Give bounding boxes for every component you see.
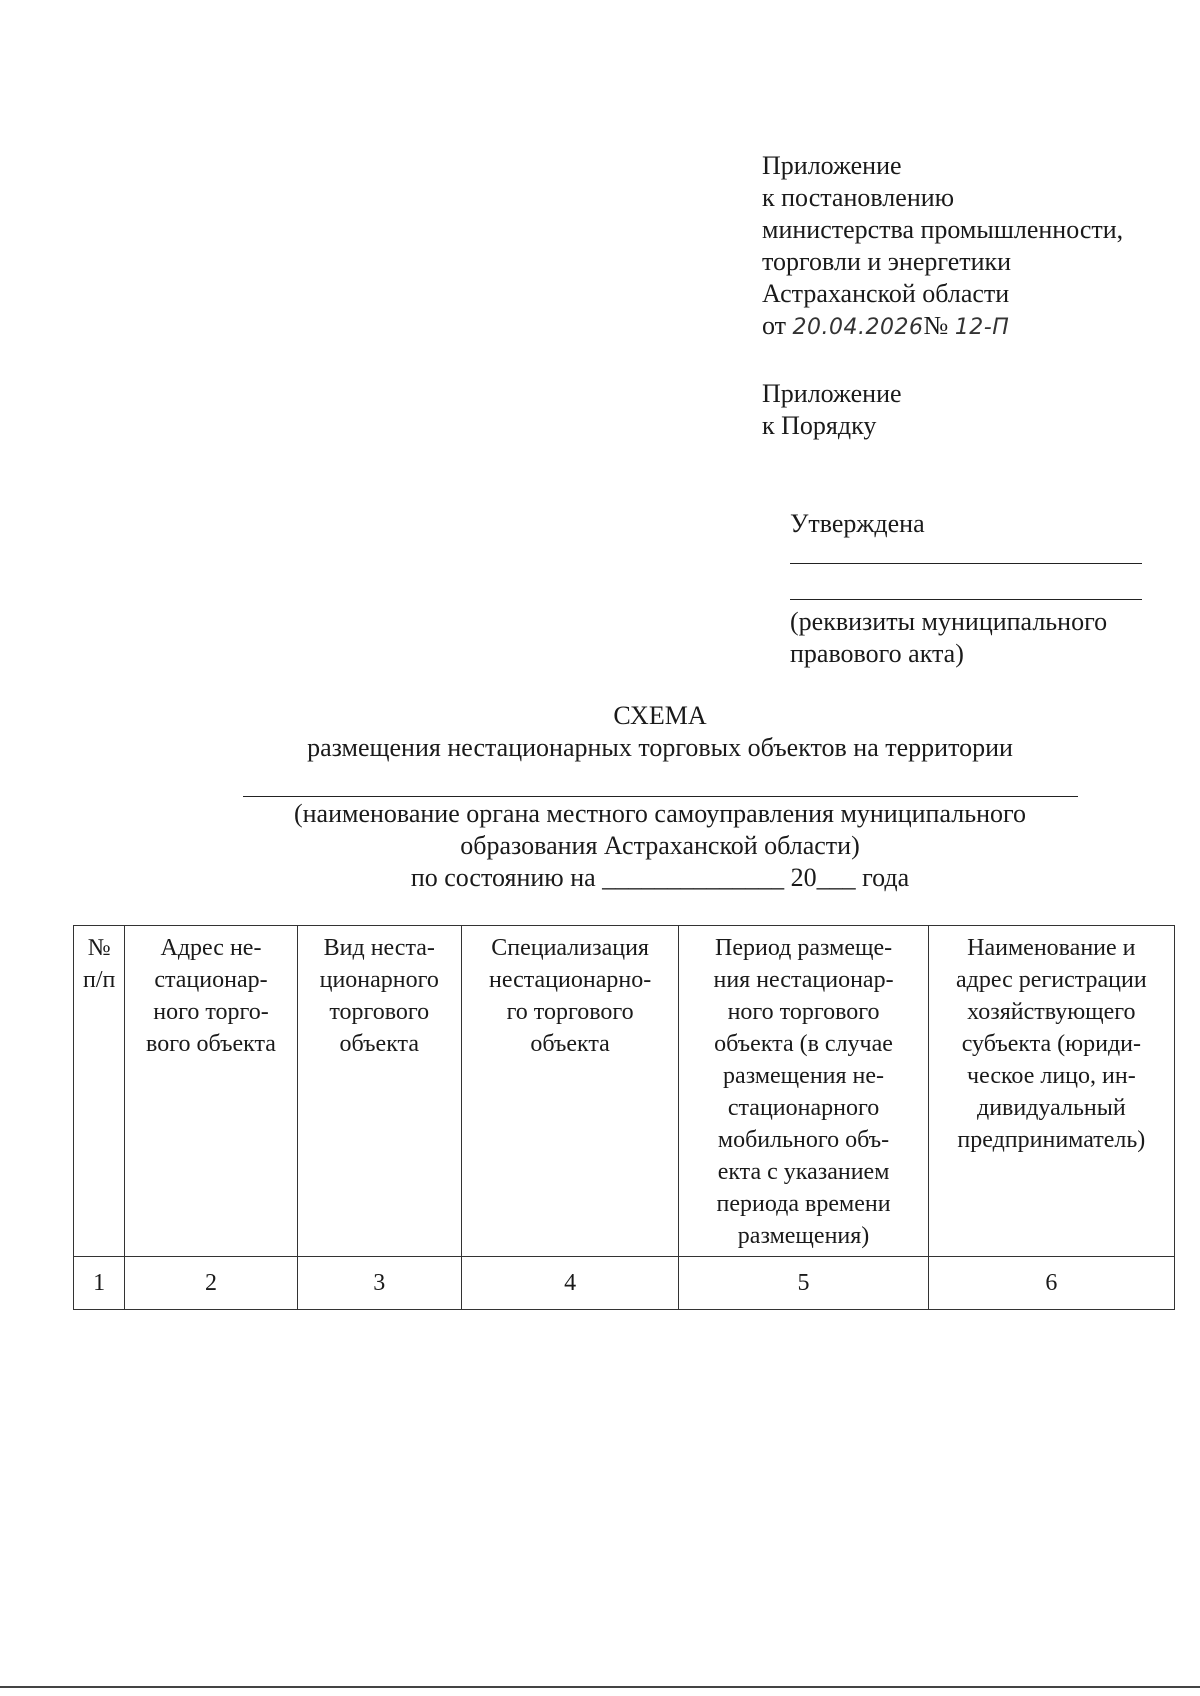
header-text: субъекта (юриди-	[961, 1031, 1141, 1057]
header-text: дивидуальный	[976, 1095, 1126, 1121]
schema-table	[73, 925, 1175, 1310]
header-text: размещения не-	[723, 1063, 885, 1089]
appendix-to-procedure	[762, 378, 902, 442]
table-column-number-row	[74, 1257, 1175, 1310]
appendix2-line: к Порядку	[762, 411, 877, 440]
header-cell-address	[125, 926, 297, 1257]
appendix-line: Приложение	[762, 151, 902, 180]
org-name-blank-line	[243, 796, 1078, 797]
header-text: периода времени	[716, 1191, 891, 1217]
approved-block	[790, 508, 1150, 670]
header-text: ционарного	[319, 967, 439, 993]
appendix-block	[762, 150, 1123, 344]
appendix2-line: Приложение	[762, 379, 902, 408]
number-label: №	[923, 311, 949, 340]
header-text: Вид неста-	[323, 935, 435, 961]
header-cell-number	[74, 926, 125, 1257]
header-text: Наименование и	[967, 935, 1136, 961]
header-text: предприниматель)	[957, 1127, 1146, 1153]
approved-title: Утверждена	[790, 509, 925, 538]
header-text: размещения)	[737, 1223, 870, 1249]
header-text: ного торго-	[153, 999, 269, 1025]
header-text: №	[87, 935, 111, 961]
header-text: вого объекта	[146, 1031, 276, 1057]
column-number: 5	[679, 1257, 928, 1310]
appendix-line: к постановлению	[762, 183, 955, 212]
header-text: торгового	[329, 999, 430, 1025]
header-text: хозяйствующего	[967, 999, 1136, 1025]
appendix-line: Астраханской области	[762, 279, 1010, 308]
handwritten-number: 12-П	[954, 315, 1010, 340]
header-text: екта с указанием	[717, 1159, 890, 1185]
header-cell-type	[297, 926, 461, 1257]
header-text: го торгового	[506, 999, 634, 1025]
header-text: адрес регистрации	[955, 967, 1147, 993]
approved-note-line: правового акта)	[790, 639, 964, 668]
appendix-date-line	[762, 310, 1123, 344]
org-note-line: образования Астраханской области)	[460, 831, 860, 860]
column-number: 2	[125, 1257, 297, 1310]
appendix-line: торговли и энергетики	[762, 247, 1012, 276]
signature-line	[790, 562, 1142, 564]
header-cell-specialization	[461, 926, 679, 1257]
page-bottom-rule	[0, 1686, 1200, 1688]
org-note-line: (наименование органа местного самоуправления муниципального	[293, 799, 1026, 828]
signature-line	[790, 598, 1142, 600]
header-text: мобильного объ-	[717, 1127, 890, 1153]
header-text: п/п	[82, 967, 116, 993]
appendix-line: министерства промышленности,	[762, 215, 1124, 244]
column-number: 6	[928, 1257, 1174, 1310]
column-number: 1	[74, 1257, 125, 1310]
column-number: 4	[461, 1257, 679, 1310]
schema-title: СХЕМА	[613, 701, 707, 730]
handwritten-date: 20.04.2026	[792, 315, 924, 340]
header-text: стационар-	[154, 967, 268, 993]
header-text: объекта (в случае	[714, 1031, 893, 1057]
header-text: Адрес не-	[160, 935, 262, 961]
header-text: стационарного	[727, 1095, 880, 1121]
header-cell-period	[679, 926, 928, 1257]
header-text: ного торгового	[727, 999, 880, 1025]
header-text: объекта	[530, 1031, 610, 1057]
column-number: 3	[297, 1257, 461, 1310]
header-text: Специализация	[491, 935, 649, 961]
header-text: нестационарно-	[489, 967, 652, 993]
header-text: Период размеще-	[714, 935, 893, 961]
schema-subtitle: размещения нестационарных торговых объектов на территории	[307, 733, 1013, 762]
as-of-date-line: по состоянию на ______________ 20___ года	[410, 863, 910, 892]
approved-note-line: (реквизиты муниципального	[790, 607, 1108, 636]
header-cell-entity	[928, 926, 1174, 1257]
date-prefix: от	[762, 311, 787, 340]
header-text: объекта	[339, 1031, 419, 1057]
header-text: ния нестационар-	[713, 967, 894, 993]
header-text: ческое лицо, ин-	[967, 1063, 1136, 1089]
table-header-row	[74, 926, 1175, 1257]
